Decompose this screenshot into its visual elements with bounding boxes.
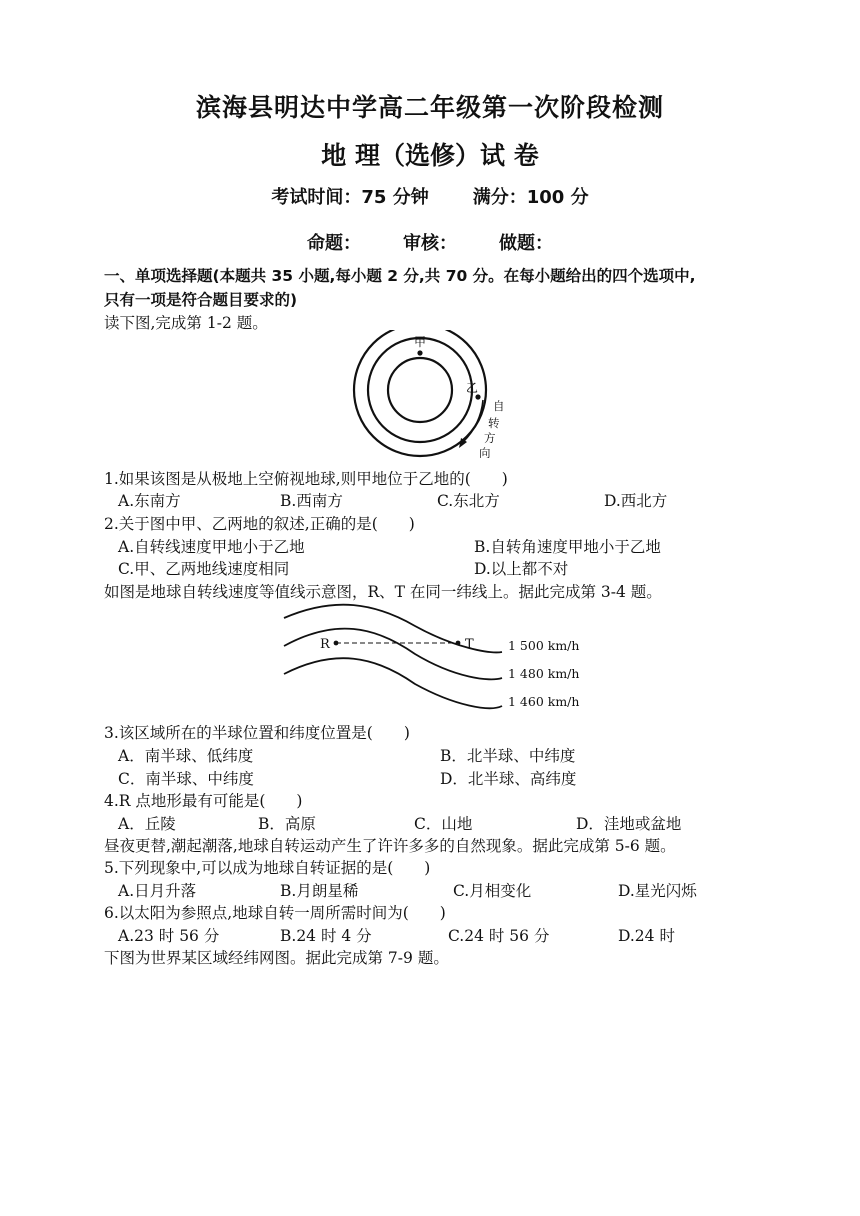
- label-r: R: [320, 637, 330, 652]
- section-heading-line1: 一、单项选择题(本题共 35 小题,每小题 2 分,共 70 分。在每小题给出的四个选项中,: [104, 267, 696, 285]
- rotation-label-2: 转: [488, 416, 500, 430]
- q5-option-b[interactable]: B.月朗星稀: [280, 882, 359, 900]
- isoline-1460: [284, 658, 502, 708]
- q1-option-a[interactable]: A.东南方: [118, 492, 181, 510]
- q3-option-a[interactable]: A．南半球、低纬度: [118, 747, 254, 765]
- question-3: 3.该区域所在的半球位置和纬度位置是( ): [104, 724, 410, 742]
- label-t: T: [465, 637, 474, 652]
- rotation-arrow: [463, 400, 483, 442]
- intro-q1-2: 读下图,完成第 1-2 题。: [104, 314, 268, 332]
- staff-line: [0, 229, 860, 255]
- q1-option-d[interactable]: D.西北方: [604, 492, 668, 510]
- point-jia: [417, 350, 422, 355]
- q3-option-c[interactable]: C．南半球、中纬度: [118, 770, 254, 788]
- maker-label: 做题：: [499, 233, 553, 254]
- school-title: 滨海县明达中学高二年级第一次阶段检测: [195, 93, 664, 122]
- section-heading-line2: 只有一项是符合题目要求的): [104, 291, 298, 309]
- q4-option-d[interactable]: D．洼地或盆地: [576, 815, 682, 833]
- intro-q3-4: 如图是地球自转线速度等值线示意图，R、T 在同一纬线上。据此完成第 3-4 题。: [104, 583, 662, 601]
- q4-option-c[interactable]: C．山地: [414, 815, 473, 833]
- proposer-label: 命题：: [307, 233, 361, 254]
- full-score: 满分：100 分: [472, 187, 589, 208]
- q6-option-b[interactable]: B.24 时 4 分: [280, 927, 372, 945]
- question-6: 6.以太阳为参照点,地球自转一周所需时间为( ): [104, 904, 446, 922]
- intro-q7-9: 下图为世界某区域经纬网图。据此完成第 7-9 题。: [104, 949, 449, 967]
- q1-option-b[interactable]: B.西南方: [280, 492, 343, 510]
- inner-circle: [388, 358, 452, 422]
- q2-option-d[interactable]: D.以上都不对: [474, 560, 569, 578]
- question-4: 4.R 点地形最有可能是( ): [104, 792, 303, 810]
- q2-option-c[interactable]: C.甲、乙两地线速度相同: [118, 560, 290, 578]
- intro-q5-6: 昼夜更替,潮起潮落,地球自转运动产生了许许多多的自然现象。据此完成第 5-6 题。: [104, 837, 676, 855]
- question-5: 5.下列现象中,可以成为地球自转证据的是( ): [104, 859, 431, 877]
- reviewer-label: 审核：: [403, 233, 457, 254]
- q5-option-a[interactable]: A.日月升落: [118, 882, 197, 900]
- isoline-figure: [280, 598, 600, 720]
- q6-option-a[interactable]: A.23 时 56 分: [118, 927, 220, 945]
- q2-option-b[interactable]: B.自转角速度甲地小于乙地: [474, 538, 661, 556]
- question-1: 1.如果该图是从极地上空俯视地球,则甲地位于乙地的( ): [104, 470, 508, 488]
- point-yi: [475, 394, 480, 399]
- isoline-label-1460: 1 460 km/h: [508, 694, 580, 709]
- polar-view-figure: [340, 330, 520, 460]
- q3-option-d[interactable]: D．北半球、高纬度: [440, 770, 577, 788]
- q5-option-d[interactable]: D.星光闪烁: [618, 882, 697, 900]
- question-2: 2.关于图中甲、乙两地的叙述,正确的是( ): [104, 515, 415, 533]
- exam-time: 考试时间：75 分钟: [271, 187, 429, 208]
- point-t: [456, 641, 461, 646]
- q4-option-b[interactable]: B．高原: [258, 815, 316, 833]
- q2-option-a[interactable]: A.自转线速度甲地小于乙地: [118, 538, 305, 556]
- label-jia: 甲: [414, 335, 427, 349]
- isoline-label-1480: 1 480 km/h: [508, 666, 580, 681]
- q6-option-d[interactable]: D.24 时: [618, 927, 675, 945]
- rotation-label-3: 方: [484, 431, 496, 445]
- label-yi: 乙: [466, 381, 479, 395]
- exam-info: [0, 183, 860, 209]
- rotation-label-1: 自: [493, 399, 505, 413]
- isoline-label-1500: 1 500 km/h: [508, 638, 580, 653]
- q6-option-c[interactable]: C.24 时 56 分: [448, 927, 550, 945]
- q4-option-a[interactable]: A．丘陵: [118, 815, 176, 833]
- rotation-label-4: 向: [479, 446, 491, 460]
- paper-title: 地 理（选修）试 卷: [321, 141, 539, 170]
- q3-option-b[interactable]: B．北半球、中纬度: [440, 747, 576, 765]
- point-r: [334, 641, 339, 646]
- q5-option-c[interactable]: C.月相变化: [453, 882, 532, 900]
- q1-option-c[interactable]: C.东北方: [437, 492, 500, 510]
